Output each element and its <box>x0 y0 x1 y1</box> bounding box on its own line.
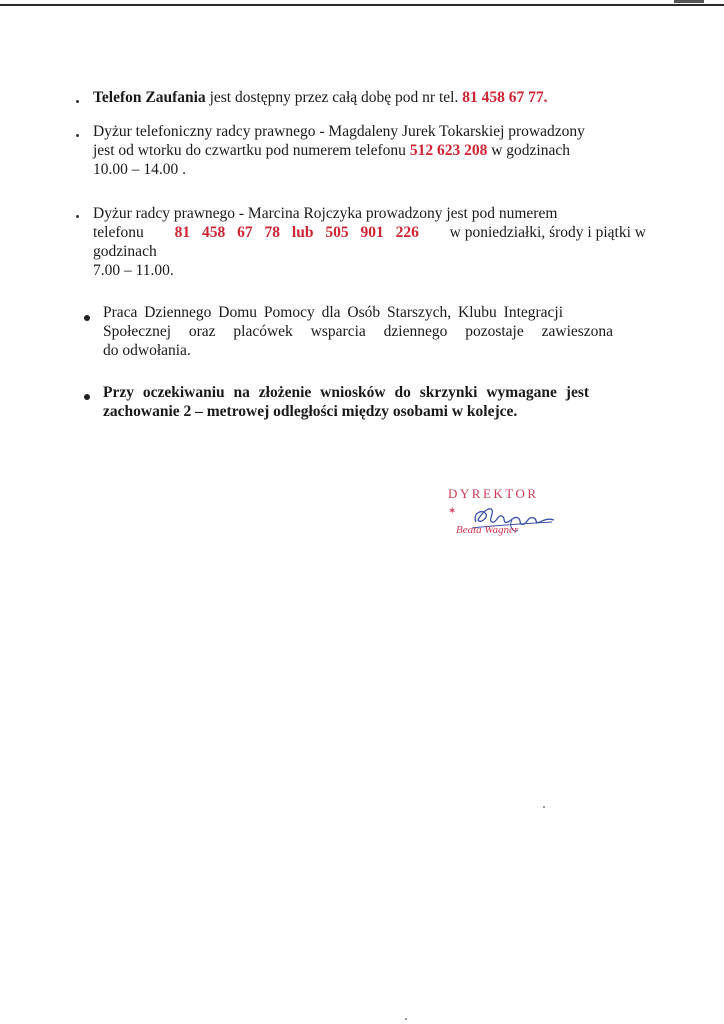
item-telefon-zaufania <box>93 88 547 107</box>
scan-edge-mark <box>674 0 704 3</box>
bullet-dot <box>84 394 90 400</box>
item-text: w godzinach <box>487 142 570 159</box>
scan-speck <box>405 1018 407 1020</box>
item-przy-oczekiwaniu <box>103 383 648 421</box>
item-line: godzinach <box>93 243 157 260</box>
phone-number: 512 623 208 <box>409 142 488 159</box>
item-line: 7.00 – 11.00. <box>93 262 174 279</box>
item-lead-bold: Telefon Zaufania <box>93 89 206 106</box>
phone-number: 81 458 67 77. <box>462 89 548 106</box>
item-text: w poniedziałki, środy i piątki w <box>449 224 646 241</box>
item-dyzur-radcy <box>93 204 646 280</box>
bullet-small <box>76 100 79 103</box>
director-stamp <box>440 484 570 544</box>
scan-top-edge <box>0 4 724 6</box>
item-line: Praca Dziennego Domu Pomocy dla Osób Starszych, Klubu Integracji <box>103 304 564 321</box>
item-line: zachowanie 2 – metrowej odległości między osobami w kolejce. <box>103 403 518 420</box>
item-text: jest od wtorku do czwartku pod numerem telefonu <box>93 142 410 159</box>
stamp-mark: ✶ <box>448 506 457 517</box>
bullet-dot <box>84 315 90 321</box>
item-text: telefonu <box>93 224 144 241</box>
item-line: Przy oczekiwaniu na złożenie wniosków do skrzynki wymagane jest <box>103 384 590 401</box>
item-line: Dyżur radcy prawnego - Marcina Rojczyka prowadzony jest pod numerem <box>93 205 558 222</box>
item-line: do odwołania. <box>103 342 191 359</box>
item-dyzur-telefoniczny <box>93 122 660 179</box>
item-line: 10.00 – 14.00 . <box>93 161 186 178</box>
item-text: jest dostępny przez całą dobę pod nr tel. <box>205 89 463 106</box>
bullet-small <box>76 134 79 137</box>
phone-number: 81 458 67 78 lub 505 901 226 <box>174 224 419 241</box>
scan-speck <box>543 806 545 808</box>
stamp-title: DYREKTOR <box>448 486 539 501</box>
item-line: Społecznej oraz placówek wsparcia dziennego pozostaje zawieszona <box>103 323 614 340</box>
item-line: Dyżur telefoniczny radcy prawnego - Magdaleny Jurek Tokarskiej prowadzony <box>93 123 585 140</box>
bullet-small <box>76 215 79 218</box>
stamp-name: Beata Wagner <box>456 524 519 536</box>
item-praca-ddp <box>103 303 648 360</box>
